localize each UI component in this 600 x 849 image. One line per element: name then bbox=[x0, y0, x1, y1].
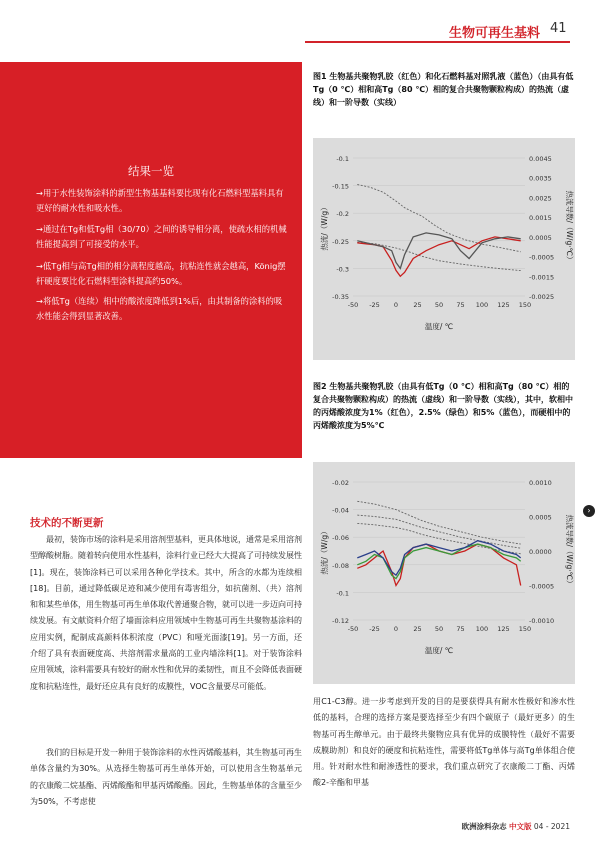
y2-axis-label: 热流导数/（W/g·℃） bbox=[565, 514, 574, 588]
x-tick-label: 125 bbox=[497, 301, 510, 309]
y-tick-label: -0.12 bbox=[332, 617, 349, 625]
y-axis-label: 热流/（W/g） bbox=[320, 203, 329, 251]
y2-tick-label: -0.0005 bbox=[529, 253, 555, 262]
summary-bullet: →用于水性装饰涂料的新型生物基基料要比现有化石燃料型基料具有更好的耐水性和吸水性。 bbox=[36, 188, 284, 213]
tech-heading: 技术的不断更新 bbox=[30, 517, 104, 529]
x-tick-label: 50 bbox=[434, 301, 444, 309]
body-paragraph-right: 用C1-C3醇。进一步考虑到开发的目的是要获得具有耐水性极好和渗水性低的基料，合理的选择方案是要选择至少有四个碳原子（最好更多）的生物基可再生醇单元。由于最终共聚物应具有优异的成膜特性（最好不需要成膜助剂）和良好的硬度和抗粘连性，需要将低Tg单体与高Tg单体组合使用。针对耐水性和耐渗透性的要求，我们重点研究了衣康酸二丁酯、丙烯酸2-辛酯和甲基 bbox=[313, 697, 575, 788]
y2-tick-label: 0.0025 bbox=[529, 194, 552, 203]
x-tick-label: 100 bbox=[475, 301, 489, 309]
figure2-chart bbox=[313, 462, 575, 684]
y-axis-label: 热流/（W/g） bbox=[320, 527, 329, 575]
figure2-svg bbox=[313, 462, 575, 684]
x-tick-label: -25 bbox=[369, 625, 380, 633]
summary-bullet: →将低Tg（连续）相中的酸浓度降低到1%后，由其制备的涂料的吸水性能会得到显著改善。 bbox=[36, 296, 283, 321]
y2-tick-label: 0.0010 bbox=[529, 479, 552, 487]
y-tick-label: -0.1 bbox=[336, 589, 349, 598]
y2-tick-label: -0.0015 bbox=[529, 273, 555, 282]
x-axis-label: 温度/ ℃ bbox=[424, 646, 454, 655]
x-tick-label: 125 bbox=[497, 625, 510, 633]
x-tick-label: 150 bbox=[518, 301, 532, 309]
y2-tick-label: 0.0005 bbox=[529, 233, 552, 242]
y-tick-label: -0.25 bbox=[332, 237, 349, 246]
y-tick-label: -0.1 bbox=[336, 155, 349, 163]
summary-bullet: →通过在Tg和低Tg相（30/70）之间的诱导相分离，使疏水相的机械性能提高到了可接受的水平。 bbox=[36, 224, 287, 249]
footer bbox=[0, 821, 570, 832]
figure2-caption: 图2 生物基共聚物乳胶（由具有低Tg（0 ℃）相和高Tg（80 ℃）相的复合共聚物颗粒构成）的热流（虚线）和一阶导数（实线），其中，软相中的丙烯酸浓度为1%（红色），2.5%（绿色）和5%（蓝色），而硬相中的丙烯酸浓度为5%℃ bbox=[313, 382, 573, 430]
y-tick-label: -0.06 bbox=[332, 534, 349, 543]
figure1-caption: 图1 生物基共聚物乳胶（红色）和化石燃料基对照乳液（蓝色）（由具有低Tg（0 ℃）相和高Tg（80 ℃）相的复合共聚物颗粒构成）的热流（虚线）和一阶导数（实线） bbox=[313, 72, 574, 107]
x-tick-label: 25 bbox=[413, 625, 422, 633]
footer-issue: 04 - 2021 bbox=[533, 822, 570, 831]
x-tick-label: -50 bbox=[347, 625, 359, 633]
figure1-svg bbox=[313, 138, 575, 360]
y2-tick-label: -0.0010 bbox=[529, 617, 555, 625]
footer-edition: 中文版 bbox=[509, 822, 532, 831]
x-tick-label: 150 bbox=[518, 625, 532, 633]
x-tick-label: -50 bbox=[347, 301, 359, 309]
figure1-chart bbox=[313, 138, 575, 360]
y2-tick-label: -0.0025 bbox=[529, 293, 555, 301]
x-tick-label: 75 bbox=[456, 301, 465, 309]
x-axis-label: 温度/ ℃ bbox=[424, 322, 454, 331]
footer-magazine: 欧洲涂料杂志 bbox=[461, 822, 507, 831]
series-line-derivative-blue bbox=[357, 233, 520, 269]
y2-tick-label: 0.0000 bbox=[529, 548, 552, 556]
y-tick-label: -0.2 bbox=[336, 210, 349, 219]
body-paragraph: 我们的目标是开发一种用于装饰涂料的水性丙烯酸基料，其生物基可再生单体含量约为30%。从选择生物基可再生单体开始，可以使用含生物基单元的衣康酸二烷基酯、丙烯酸酯和甲基丙烯酸酯。因此，生物基单体的含量至少为50%，不考虑使 bbox=[30, 748, 302, 806]
y2-tick-label: 0.0035 bbox=[529, 174, 552, 183]
x-tick-label: -25 bbox=[369, 301, 380, 309]
series-line-heatflow-dashed bbox=[357, 515, 520, 548]
y2-tick-label: -0.0005 bbox=[529, 582, 555, 591]
y2-tick-label: 0.0005 bbox=[529, 513, 552, 522]
y-tick-label: -0.04 bbox=[332, 506, 349, 515]
series-line-heatflow-dashed bbox=[357, 523, 520, 553]
y-tick-label: -0.08 bbox=[332, 561, 349, 570]
y-tick-label: -0.15 bbox=[332, 182, 349, 191]
y2-tick-label: 0.0045 bbox=[529, 155, 552, 163]
x-tick-label: 25 bbox=[413, 301, 422, 309]
y2-tick-label: 0.0015 bbox=[529, 214, 552, 223]
y2-axis-label: 热流导数/（W/g·℃） bbox=[565, 190, 574, 264]
x-tick-label: 100 bbox=[475, 625, 489, 633]
page-number: 41 bbox=[550, 21, 567, 36]
section-title: 生物可再生基料 bbox=[448, 26, 540, 41]
next-page-icon[interactable]: › bbox=[583, 505, 595, 517]
series-line-heatflow-dashed bbox=[357, 501, 520, 544]
y-tick-label: -0.3 bbox=[336, 265, 349, 274]
series-line-heatflow-dashed bbox=[357, 185, 520, 252]
x-tick-label: 75 bbox=[456, 625, 465, 633]
summary-heading: 结果一览 bbox=[128, 164, 174, 178]
header-rule bbox=[305, 41, 570, 43]
body-paragraph: 最初，装饰市场的涂料是采用溶剂型基料，更具体地说，通常是采用溶剂型醇酸树脂。随着转向使用水性基料，涂料行业已经大大提高了可持续发展性[1]。现在，装饰涂料已可以采用各种化学技术。其中，所含的水都为连续相[18]。目前，通过降低碳足迹和减少使用有毒害组分，如抗菌剂、（共）溶剂和和某些单体，用生物基可再生单体取代普通聚合物，就可以进一步迈向可持续发展。有文献资料介绍了墙面涂料应用领域中生物基可再生共聚物基涂料的应用实例，配制成高颜料体积浓度（PVC）和哑光面漆[19]。另一方面，还介绍了具有表面硬度高、共溶剂需求量高的工业内墙涂料[1]。对于装饰涂料应用领域，涂料需要具有较好的耐水性和优异的柔韧性，而且不会降低表面硬度和抗粘连性，最好还应具有良好的成膜性，VOC含量要尽可能低。 bbox=[30, 535, 302, 691]
x-tick-label: 0 bbox=[393, 625, 399, 633]
x-tick-label: 50 bbox=[434, 625, 444, 633]
y-tick-label: -0.02 bbox=[332, 479, 349, 487]
y-tick-label: -0.35 bbox=[332, 293, 349, 301]
x-tick-label: 0 bbox=[393, 301, 399, 309]
series-line-derivative-red bbox=[357, 237, 520, 276]
summary-bullet: →低Tg相与高Tg相的相分离程度越高，抗粘连性就会越高，König摆杆硬度要比化石燃料型涂料提高约50%。 bbox=[36, 261, 286, 286]
